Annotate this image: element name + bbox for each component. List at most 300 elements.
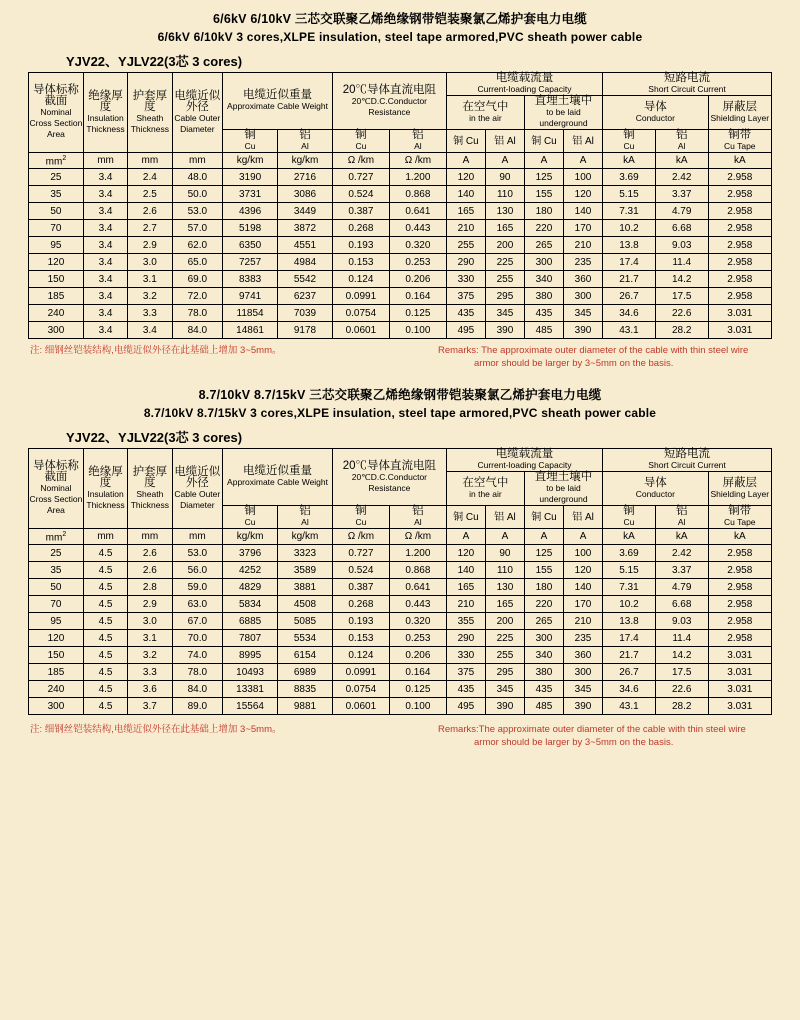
cell: 435: [524, 305, 563, 322]
cell: 130: [485, 203, 524, 220]
cell: 43.1: [603, 698, 656, 715]
cell: 485: [524, 322, 563, 339]
cell: 53.0: [172, 203, 223, 220]
unit-cell: mm: [83, 529, 127, 545]
cell: 0.164: [389, 664, 446, 681]
cell: 110: [485, 186, 524, 203]
cell: 3.4: [83, 186, 127, 203]
cell: 13.8: [603, 613, 656, 630]
cell: 0.253: [389, 630, 446, 647]
note-en-line1: Remarks:The approximate outer diameter of the cable with thin steel wire: [438, 724, 746, 735]
cell: 3.4: [83, 203, 127, 220]
cell: 74.0: [172, 647, 223, 664]
cell: 14.2: [655, 647, 708, 664]
cell: 22.6: [655, 681, 708, 698]
cell: 390: [563, 322, 602, 339]
cell: 0.100: [389, 698, 446, 715]
cell: 240: [29, 681, 84, 698]
note-en: [438, 723, 768, 749]
header-insulation-thickness: 绝缘厚度 Insulation Thickness: [83, 73, 127, 153]
cell: 6.68: [655, 220, 708, 237]
cell: 17.4: [603, 630, 656, 647]
cell: 90: [485, 545, 524, 562]
cell: 3190: [223, 169, 278, 186]
cell: 435: [524, 681, 563, 698]
header-resistance-al: 铝 Al: [389, 506, 446, 529]
unit-cell: mm: [128, 529, 172, 545]
cell: 6989: [278, 664, 333, 681]
cell: 210: [563, 613, 602, 630]
cell: 35: [29, 562, 84, 579]
header-air-al: 铝 Al: [485, 130, 524, 153]
cell: 28.2: [655, 322, 708, 339]
cell: 110: [485, 562, 524, 579]
cell: 165: [485, 596, 524, 613]
cable-section-1: [18, 10, 782, 372]
cell: 2.8: [128, 579, 172, 596]
cell: 290: [446, 254, 485, 271]
cell: 26.7: [603, 664, 656, 681]
cell: 2.7: [128, 220, 172, 237]
cell: 3.3: [128, 664, 172, 681]
table-row: [29, 305, 772, 322]
cell: 2.958: [708, 613, 771, 630]
cell: 225: [485, 254, 524, 271]
unit-cell: mm: [172, 153, 223, 169]
cell: 0.193: [332, 613, 389, 630]
unit-cell: A: [524, 529, 563, 545]
cell: 78.0: [172, 664, 223, 681]
unit-cell: kg/km: [223, 529, 278, 545]
cell: 0.443: [389, 220, 446, 237]
cell: 295: [485, 664, 524, 681]
unit-cell: kg/km: [278, 529, 333, 545]
header-outer-diameter: 电缆近似外径 Cable Outer Diameter: [172, 73, 223, 153]
cell: 9881: [278, 698, 333, 715]
cell: 140: [446, 562, 485, 579]
cell: 2.42: [655, 545, 708, 562]
header-sc-al: 铝 Al: [655, 130, 708, 153]
cell: 120: [446, 169, 485, 186]
cell: 185: [29, 288, 84, 305]
cell: 43.1: [603, 322, 656, 339]
cell: 330: [446, 647, 485, 664]
cell: 345: [485, 681, 524, 698]
cell: 0.124: [332, 271, 389, 288]
cell: 0.268: [332, 220, 389, 237]
cell: 3.4: [83, 169, 127, 186]
unit-row: [29, 529, 772, 545]
cell: 3.4: [128, 322, 172, 339]
table-row: [29, 288, 772, 305]
cell: 340: [524, 271, 563, 288]
table-row: [29, 596, 772, 613]
cell: 1.200: [389, 545, 446, 562]
cell: 0.0754: [332, 305, 389, 322]
cell: 170: [563, 220, 602, 237]
table-row: [29, 647, 772, 664]
table-row: [29, 322, 772, 339]
cell: 4.5: [83, 579, 127, 596]
cell: 435: [446, 305, 485, 322]
cell: 67.0: [172, 613, 223, 630]
cell: 3.4: [83, 254, 127, 271]
unit-cell: A: [446, 153, 485, 169]
cell: 4.5: [83, 545, 127, 562]
cell: 28.2: [655, 698, 708, 715]
header-ground-al: 铝 Al: [563, 130, 602, 153]
cell: 7807: [223, 630, 278, 647]
cell: 290: [446, 630, 485, 647]
cell: 84.0: [172, 681, 223, 698]
cell: 300: [29, 698, 84, 715]
cell: 25: [29, 545, 84, 562]
cell: 6237: [278, 288, 333, 305]
cell: 495: [446, 322, 485, 339]
cell: 0.443: [389, 596, 446, 613]
cell: 345: [485, 305, 524, 322]
header-weight-cu: 铜 Cu: [223, 130, 278, 153]
cell: 95: [29, 613, 84, 630]
cell: 0.641: [389, 579, 446, 596]
cell: 0.206: [389, 647, 446, 664]
cell: 4.5: [83, 630, 127, 647]
cell: 4508: [278, 596, 333, 613]
note-2: [18, 723, 782, 751]
cell: 300: [524, 630, 563, 647]
cell: 0.727: [332, 545, 389, 562]
unit-cell: Ω /km: [389, 529, 446, 545]
cell: 165: [485, 220, 524, 237]
cell: 6885: [223, 613, 278, 630]
cell: 63.0: [172, 596, 223, 613]
header-short-circuit: 短路电流 Short Circuit Current: [603, 73, 772, 96]
cell: 3.6: [128, 681, 172, 698]
cell: 235: [563, 254, 602, 271]
cell: 0.0991: [332, 664, 389, 681]
unit-cell: A: [524, 153, 563, 169]
cell: 3.2: [128, 288, 172, 305]
cell: 8383: [223, 271, 278, 288]
cell: 235: [563, 630, 602, 647]
cell: 3.031: [708, 322, 771, 339]
unit-cell: A: [485, 529, 524, 545]
cell: 2.9: [128, 237, 172, 254]
cell: 300: [524, 254, 563, 271]
unit-cell: Ω /km: [332, 153, 389, 169]
cell: 3731: [223, 186, 278, 203]
cell: 2.958: [708, 271, 771, 288]
cell: 265: [524, 237, 563, 254]
cell: 11.4: [655, 254, 708, 271]
cell: 14.2: [655, 271, 708, 288]
cell: 3.37: [655, 186, 708, 203]
table-body-2: [29, 545, 772, 715]
cell: 2.958: [708, 596, 771, 613]
cell: 210: [446, 596, 485, 613]
cell: 78.0: [172, 305, 223, 322]
header-sheath-thickness: 护套厚度 Sheath Thickness: [128, 73, 172, 153]
cell: 3881: [278, 579, 333, 596]
cell: 95: [29, 237, 84, 254]
cell: 7039: [278, 305, 333, 322]
cell: 210: [563, 237, 602, 254]
cell: 120: [563, 562, 602, 579]
cell: 0.164: [389, 288, 446, 305]
cell: 360: [563, 647, 602, 664]
cell: 3323: [278, 545, 333, 562]
cell: 180: [524, 203, 563, 220]
cell: 3.4: [83, 271, 127, 288]
cell: 120: [446, 545, 485, 562]
cell: 70.0: [172, 630, 223, 647]
header-cable-weight: 电缆近似重量 Approximate Cable Weight: [223, 449, 333, 506]
cell: 2.9: [128, 596, 172, 613]
cell: 210: [446, 220, 485, 237]
cell: 3.4: [83, 288, 127, 305]
cell: 375: [446, 288, 485, 305]
cell: 3.031: [708, 305, 771, 322]
model-line: YJV22、YJLV22(3芯 3 cores): [66, 430, 243, 445]
cell: 3.3: [128, 305, 172, 322]
cell: 180: [524, 579, 563, 596]
header-sc-al: 铝 Al: [655, 506, 708, 529]
header-air-cu: 铜 Cu: [446, 130, 485, 153]
cell: 17.4: [603, 254, 656, 271]
header-outer-diameter: 电缆近似外径 Cable Outer Diameter: [172, 449, 223, 529]
note-en: [438, 344, 768, 370]
table-row: [29, 237, 772, 254]
section-title-cn: 8.7/10kV 8.7/15kV 三芯交联聚乙烯绝缘钢带铠装聚氯乙烯护套电力电缆: [198, 388, 602, 402]
unit-cell: kA: [603, 529, 656, 545]
cell: 2.958: [708, 545, 771, 562]
model-line: YJV22、YJLV22(3芯 3 cores): [66, 54, 243, 69]
cell: 35: [29, 186, 84, 203]
section-title-en: 8.7/10kV 8.7/15kV 3 cores,XLPE insulation, steel tape armored,PVC sheath power cable: [143, 406, 657, 420]
table-row: [29, 203, 772, 220]
cell: 2.958: [708, 562, 771, 579]
header-cable-weight: 电缆近似重量 Approximate Cable Weight: [223, 73, 333, 130]
cell: 380: [524, 288, 563, 305]
cell: 4396: [223, 203, 278, 220]
cell: 56.0: [172, 562, 223, 579]
cable-table-2: [28, 448, 772, 715]
cell: 59.0: [172, 579, 223, 596]
cell: 14861: [223, 322, 278, 339]
table-row: [29, 545, 772, 562]
cell: 125: [524, 545, 563, 562]
cell: 7.31: [603, 579, 656, 596]
unit-cell: kA: [708, 529, 771, 545]
cell: 3.37: [655, 562, 708, 579]
cell: 355: [446, 613, 485, 630]
cell: 11.4: [655, 630, 708, 647]
cell: 140: [446, 186, 485, 203]
table-row: [29, 613, 772, 630]
cell: 62.0: [172, 237, 223, 254]
cell: 4829: [223, 579, 278, 596]
unit-cell: A: [485, 153, 524, 169]
cell: 57.0: [172, 220, 223, 237]
cell: 4.5: [83, 613, 127, 630]
cell: 6154: [278, 647, 333, 664]
cell: 50: [29, 579, 84, 596]
unit-cell: $mm^2$: [29, 153, 84, 169]
header-weight-al: 铝 Al: [278, 506, 333, 529]
header-cu-tape: 铜带 Cu Tape: [708, 506, 771, 529]
cell: 380: [524, 664, 563, 681]
cell: 3.4: [83, 322, 127, 339]
cell: 0.320: [389, 237, 446, 254]
header-in-air: 在空气中 in the air: [446, 472, 524, 506]
cell: 4.5: [83, 562, 127, 579]
cell: 2.6: [128, 545, 172, 562]
header-cu-tape: 铜带 Cu Tape: [708, 130, 771, 153]
cell: 9.03: [655, 613, 708, 630]
cell: 4.5: [83, 681, 127, 698]
cell: 2.958: [708, 288, 771, 305]
header-ground-al: 铝 Al: [563, 506, 602, 529]
cell: 3.4: [83, 305, 127, 322]
cell: 155: [524, 186, 563, 203]
cell: 2.958: [708, 169, 771, 186]
cell: 255: [446, 237, 485, 254]
cell: 7257: [223, 254, 278, 271]
cell: 220: [524, 220, 563, 237]
cell: 3.4: [83, 237, 127, 254]
cell: 89.0: [172, 698, 223, 715]
header-shielding-layer: 屏蔽层 Shielding Layer: [708, 472, 771, 506]
cell: 100: [563, 169, 602, 186]
header-sc-cu: 铜 Cu: [603, 506, 656, 529]
cell: 300: [29, 322, 84, 339]
section-title-en: 6/6kV 6/10kV 3 cores,XLPE insulation, steel tape armored,PVC sheath power cable: [157, 30, 643, 44]
unit-cell: kA: [655, 153, 708, 169]
table-row: [29, 698, 772, 715]
cell: 34.6: [603, 305, 656, 322]
cell: 0.0601: [332, 322, 389, 339]
table-row: [29, 186, 772, 203]
cell: 2.4: [128, 169, 172, 186]
cell: 140: [563, 579, 602, 596]
cell: 225: [485, 630, 524, 647]
header-weight-cu: 铜 Cu: [223, 506, 278, 529]
cell: 0.868: [389, 562, 446, 579]
unit-cell: $mm^2$: [29, 529, 84, 545]
header-resistance-cu: 铜 Cu: [332, 506, 389, 529]
note-en-line2: armor should be larger by 3~5mm on the basis.: [474, 737, 674, 748]
cell: 3.1: [128, 630, 172, 647]
cell: 485: [524, 698, 563, 715]
cell: 200: [485, 237, 524, 254]
unit-cell: A: [446, 529, 485, 545]
unit-cell: kA: [708, 153, 771, 169]
cell: 5085: [278, 613, 333, 630]
cell: 8835: [278, 681, 333, 698]
cell: 345: [563, 305, 602, 322]
cell: 2.958: [708, 237, 771, 254]
cell: 0.206: [389, 271, 446, 288]
cell: 390: [485, 698, 524, 715]
section-title-cn: 6/6kV 6/10kV 三芯交联聚乙烯绝缘钢带铠装聚氯乙烯护套电力电缆: [213, 12, 587, 26]
cell: 165: [446, 203, 485, 220]
cell: 2.6: [128, 203, 172, 220]
header-current-capacity: 电缆载流量 Current-loading Capacity: [446, 449, 602, 472]
cell: 3.031: [708, 647, 771, 664]
cell: 0.268: [332, 596, 389, 613]
cell: 5.15: [603, 186, 656, 203]
cell: 34.6: [603, 681, 656, 698]
cell: 69.0: [172, 271, 223, 288]
table-row: [29, 220, 772, 237]
cell: 360: [563, 271, 602, 288]
cell: 5198: [223, 220, 278, 237]
cell: 4.79: [655, 203, 708, 220]
unit-cell: kg/km: [278, 153, 333, 169]
cell: 1.200: [389, 169, 446, 186]
cell: 3.7: [128, 698, 172, 715]
cell: 4.5: [83, 664, 127, 681]
cell: 13381: [223, 681, 278, 698]
cell: 6350: [223, 237, 278, 254]
cell: 185: [29, 664, 84, 681]
cell: 150: [29, 647, 84, 664]
cell: 255: [485, 271, 524, 288]
cell: 140: [563, 203, 602, 220]
cell: 10.2: [603, 596, 656, 613]
cell: 10493: [223, 664, 278, 681]
table-row: [29, 254, 772, 271]
cell: 130: [485, 579, 524, 596]
header-underground: 直埋土壤中 to be laid underground: [524, 472, 602, 506]
cell: 0.193: [332, 237, 389, 254]
cell: 3.0: [128, 254, 172, 271]
cell: 390: [485, 322, 524, 339]
cell: 155: [524, 562, 563, 579]
table-row: [29, 169, 772, 186]
table-row: [29, 271, 772, 288]
cell: 3.69: [603, 545, 656, 562]
cell: 375: [446, 664, 485, 681]
cell: 22.6: [655, 305, 708, 322]
cell: 300: [563, 288, 602, 305]
cell: 0.0601: [332, 698, 389, 715]
header-current-capacity: 电缆载流量 Current-loading Capacity: [446, 73, 602, 96]
note-1: [18, 344, 782, 372]
cell: 390: [563, 698, 602, 715]
cell: 53.0: [172, 545, 223, 562]
cell: 17.5: [655, 288, 708, 305]
header-resistance-al: 铝 Al: [389, 130, 446, 153]
cell: 50: [29, 203, 84, 220]
cell: 2.958: [708, 579, 771, 596]
header-insulation-thickness: 绝缘厚度 Insulation Thickness: [83, 449, 127, 529]
cell: 0.125: [389, 681, 446, 698]
header-sc-cu: 铜 Cu: [603, 130, 656, 153]
cell: 0.524: [332, 186, 389, 203]
cell: 0.727: [332, 169, 389, 186]
cell: 0.641: [389, 203, 446, 220]
cell: 3.2: [128, 647, 172, 664]
header-dc-resistance: 20℃导体直流电阻 20℃D.C.Conductor Resistance: [332, 73, 446, 130]
cell: 300: [563, 664, 602, 681]
cell: 2.958: [708, 220, 771, 237]
cell: 3449: [278, 203, 333, 220]
cell: 21.7: [603, 271, 656, 288]
cable-table-1: [28, 72, 772, 339]
cell: 15564: [223, 698, 278, 715]
cell: 3589: [278, 562, 333, 579]
